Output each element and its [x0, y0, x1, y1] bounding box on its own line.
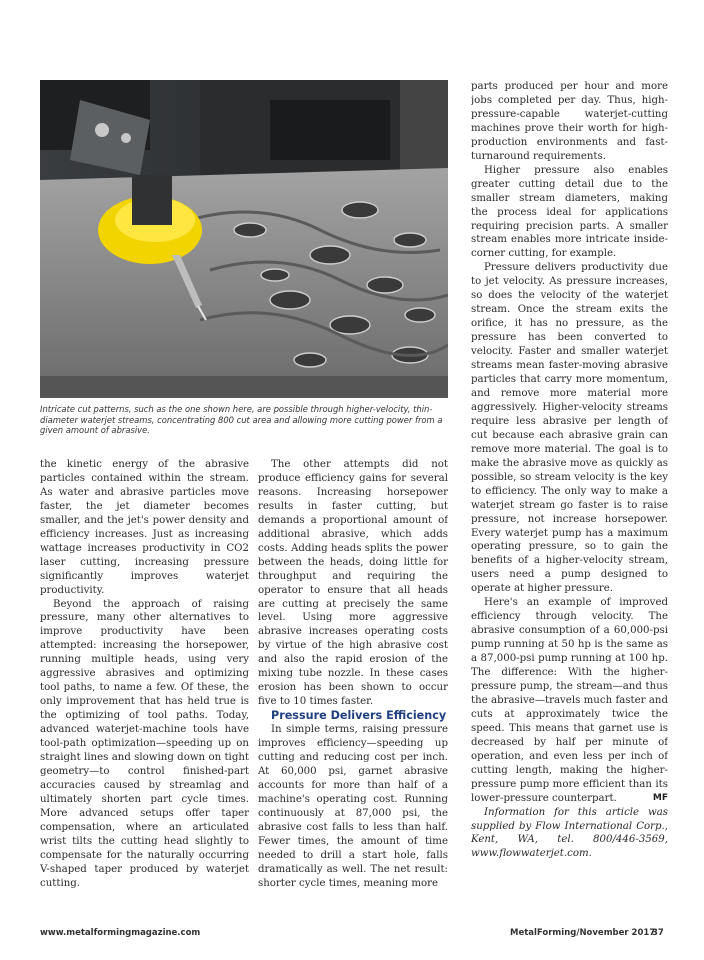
article-column-3	[471, 80, 668, 861]
paragraph: the kinetic energy of the abrasive particles contained within the stream. As water and abrasive particles move faster, the jet diameter becomes smaller, and the jet's power density and efficiency increases. Just as increasing wattage increases productivity in CO2 laser cutting, increasing pressure significantly improves waterjet productivity.	[40, 459, 249, 596]
page-number: 37	[652, 928, 664, 938]
source-information: Information for this article was supplied by Flow International Corp., Kent, WA, tel. 800/446-3569, www.flowwaterjet.com.	[471, 806, 668, 860]
article-photo	[40, 80, 448, 398]
paragraph: Here's an example of improved efficiency through velocity. The abrasive consumption of a 60,000-psi pump running at 50 hp is the same as a 87,000-psi pump running at 100 hp. The difference: With the higher-pressure pump, the stream—and thus the abrasive—travels much faster and cuts at approximately twice the speed. This means that garnet use is decreased by half per minute of operation, and even less per inch of cutting length, making the higher-pressure pump more efficient than its lower-pressure counterpart.	[471, 597, 668, 804]
photo-caption: Intricate cut patterns, such as the one shown here, are possible through higher-velocity, thin-diameter waterjet streams, concentrating 800 cut area and allowing more cutting power from a given amount of abrasive.	[40, 404, 443, 436]
paragraph-with-endmark	[471, 596, 668, 805]
article-column-2	[258, 458, 448, 891]
footer-issue: MetalForming/November 2017	[510, 928, 656, 938]
paragraph: Beyond the approach of raising pressure, many other alternatives to improve productivity have been attempted: increasing the horsepower, running multiple heads, using very aggressive abrasives and optimizing tool paths, to name a few. Of these, the only improvement that has held true is the optimizing of tool paths. Today, advanced waterjet-machine tools have tool-path optimization—speeding up on straight lines and slowing down on tight geometry—to control finished-part accuracies caused by streamlag and ultimately shorten part cycle times. More advanced setups offer taper compensation, where an articulated wrist tilts the cutting head slightly to compensate for the naturally occurring V-shaped taper produced by waterjet cutting.	[40, 598, 249, 889]
article-column-1	[40, 458, 249, 891]
paragraph: Pressure delivers productivity due to jet velocity. As pressure increases, so does the velocity of the waterjet stream. Once the stream exits the orifice, it has no pressure, as the pressure has been converted to velocity. Faster and smaller waterjet streams mean faster-moving abrasive particles that carry more momentum, and remove more material more aggressively. Higher-velocity streams require less abrasive per length of cut because each abrasive grain can remove more material. The goal is to make the abrasive move as quickly as possible, so stream velocity is the key to efficiency. The only way to make a waterjet stream go faster is to raise pressure, not increase horsepower. Every waterjet pump has a maximum operating pressure, so to gain the benefits of a higher-velocity stream, users need a pump designed to operate at higher pressure.	[471, 262, 668, 595]
paragraph: In simple terms, raising pressure improves efficiency—speeding up cutting and reducing cost per inch. At 60,000 psi, garnet abrasive accounts for more than half of a machine's operating cost. Running continuously at 87,000 psi, the abrasive cost falls to less than half. Fewer times, the amount of time needed to drill a start hole, falls dramatically as well. The net result: shorter cycle times, meaning more	[258, 724, 448, 889]
paragraph: The other attempts did not produce efficiency gains for several reasons. Increasing horsepower results in faster cutting, but demands a proportional amount of additional abrasive, which adds costs. Adding heads splits the power between the heads, doing little for throughput and requiring the operator to ensure that all heads are cutting at precisely the same level. Using more aggressive abrasive increases operating costs by virtue of the high abrasive cost and also the rapid erosion of the mixing tube nozzle. In these cases erosion has been shown to occur five to 10 times faster.	[258, 459, 448, 708]
paragraph: parts produced per hour and more jobs completed per day. Thus, high-pressure-capable waterjet-cutting machines prove their worth for high-production environments and fast-turnaround requirements.	[471, 81, 668, 162]
end-of-article-mark: MF	[652, 792, 668, 803]
section-subheading: Pressure Delivers Efficiency	[271, 709, 447, 723]
paragraph: Higher pressure also enables greater cutting detail due to the smaller stream diameters, making the process ideal for applications requiring precision parts. A smaller stream enables more intricate inside-corner cutting, for example.	[471, 164, 668, 260]
waterjet-cutting-photo	[40, 80, 448, 398]
footer-website: www.metalformingmagazine.com	[40, 928, 201, 938]
